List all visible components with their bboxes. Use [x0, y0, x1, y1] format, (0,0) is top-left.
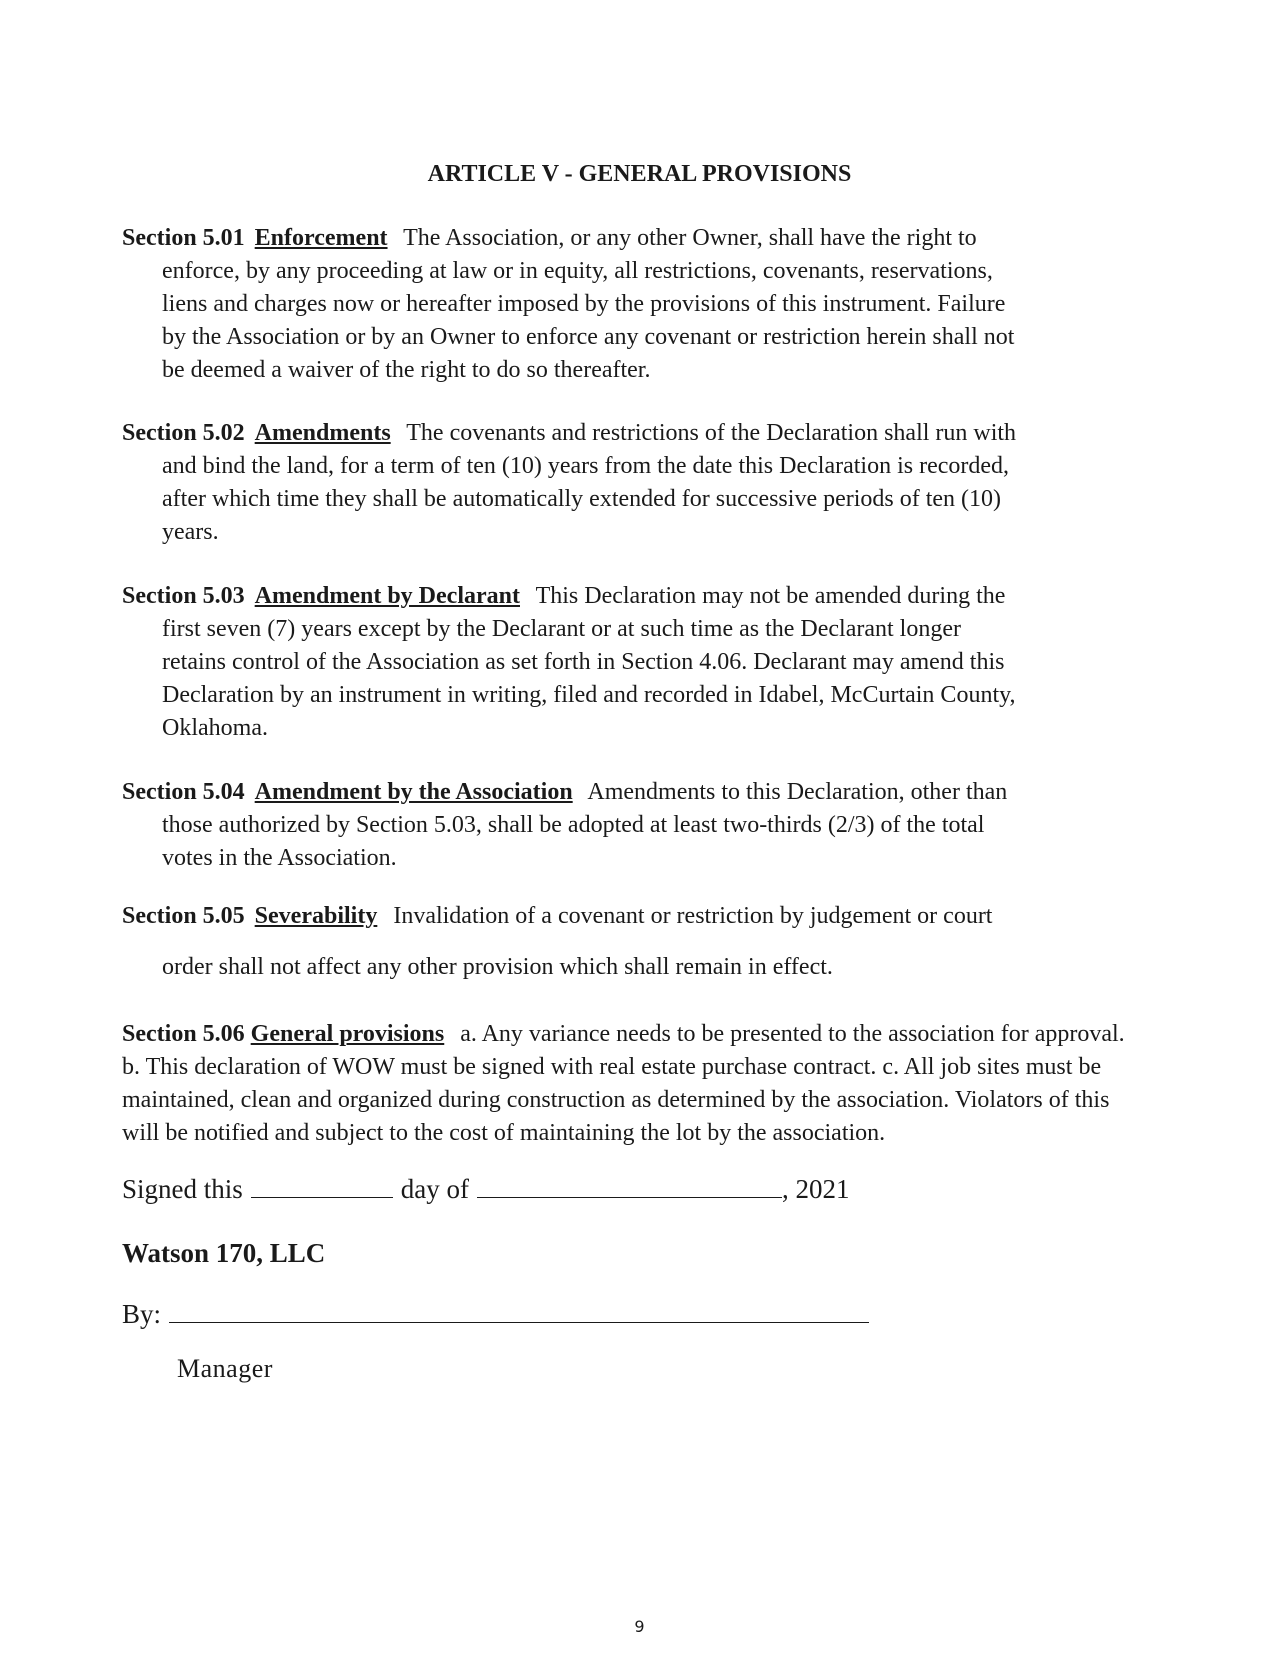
section-5-04: [122, 776, 1122, 875]
section-text-line: This Declaration may not be amended during the: [535, 583, 1006, 609]
section-text-line: b. This declaration of WOW must be signed with real estate purchase contract. c. All job sites must be: [122, 1054, 1102, 1080]
by-line: [122, 1298, 869, 1331]
section-heading: Enforcement: [254, 225, 388, 251]
section-heading: Amendments: [254, 420, 391, 446]
year-label: , 2021: [782, 1174, 850, 1204]
section-text-line: be deemed a waiver of the right to do so thereafter.: [162, 357, 651, 383]
by-label: By:: [122, 1299, 162, 1329]
section-text-line: Oklahoma.: [162, 715, 268, 741]
section-text-line: Invalidation of a covenant or restriction by judgement or court: [393, 903, 993, 929]
section-text-line: a. Any variance needs to be presented to the association for approval.: [460, 1021, 1125, 1047]
page-number: 9: [634, 1617, 645, 1636]
section-text-line: Declaration by an instrument in writing, filed and recorded in Idabel, McCurtain County,: [162, 682, 1016, 708]
section-text-line: retains control of the Association as set forth in Section 4.06. Declarant may amend this: [162, 649, 1005, 675]
section-text-line: and bind the land, for a term of ten (10) years from the date this Declaration is recorded,: [162, 453, 1010, 479]
signed-line: [122, 1173, 850, 1206]
section-text-line: first seven (7) years except by the Declarant or at such time as the Declarant longer: [162, 616, 961, 642]
section-number: Section 5.04: [122, 779, 245, 805]
section-5-06: [122, 1018, 1242, 1150]
section-5-02: [122, 417, 1122, 549]
section-text-line: order shall not affect any other provision which shall remain in effect.: [162, 954, 833, 980]
day-blank-field[interactable]: [251, 1173, 393, 1198]
company-name: Watson 170, LLC: [122, 1238, 326, 1268]
signed-this-label: Signed this: [122, 1174, 243, 1204]
signer-role: Manager: [177, 1354, 273, 1383]
section-text-line: by the Association or by an Owner to enforce any covenant or restriction herein shall not: [162, 324, 1015, 350]
section-text-line: after which time they shall be automatically extended for successive periods of ten (10): [162, 486, 1002, 512]
section-heading: General provisions: [250, 1021, 445, 1047]
section-heading: Amendment by the Association: [254, 779, 573, 805]
section-5-01: [122, 222, 1122, 387]
signature-blank-field[interactable]: [169, 1298, 869, 1323]
section-number: Section 5.03: [122, 583, 245, 609]
day-of-label: day of: [400, 1174, 469, 1204]
section-text-line: Amendments to this Declaration, other than: [587, 779, 1008, 805]
section-text-line: years.: [162, 519, 219, 545]
section-text-line: will be notified and subject to the cost of maintaining the lot by the association.: [122, 1120, 886, 1146]
section-text-line: maintained, clean and organized during construction as determined by the association. Violators of this: [122, 1087, 1110, 1113]
section-text-line: votes in the Association.: [162, 845, 397, 871]
section-number: Section 5.02: [122, 420, 245, 446]
section-text-line: those authorized by Section 5.03, shall be adopted at least two-thirds (2/3) of the total: [162, 812, 985, 838]
section-heading: Severability: [254, 903, 378, 929]
section-5-05: [122, 900, 1122, 984]
month-blank-field[interactable]: [477, 1173, 782, 1198]
section-number: Section 5.01: [122, 225, 245, 251]
section-number: Section 5.06: [122, 1021, 245, 1047]
section-heading: Amendment by Declarant: [254, 583, 520, 609]
section-text-line: The covenants and restrictions of the Declaration shall run with: [406, 420, 1017, 446]
section-text-line: The Association, or any other Owner, shall have the right to: [403, 225, 977, 251]
section-text-line: enforce, by any proceeding at law or in equity, all restrictions, covenants, reservations,: [162, 258, 993, 284]
section-number: Section 5.05: [122, 903, 245, 929]
section-5-03: [122, 580, 1122, 745]
article-title: ARTICLE V - GENERAL PROVISIONS: [427, 161, 852, 187]
section-text-line: liens and charges now or hereafter imposed by the provisions of this instrument. Failure: [162, 291, 1006, 317]
